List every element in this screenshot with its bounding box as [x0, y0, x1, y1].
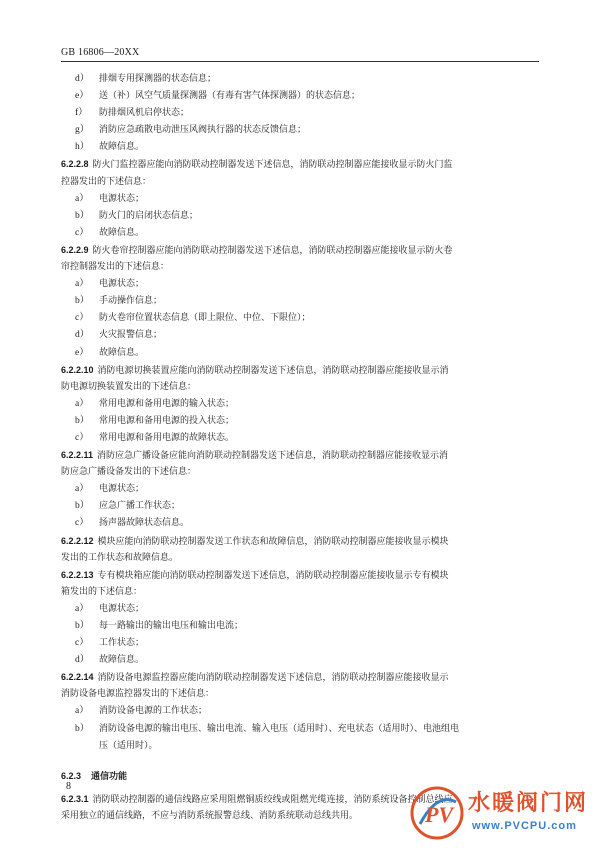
clause-number: 6.2.2.14 [61, 672, 94, 683]
list-item [61, 430, 539, 447]
clause-number: 6.2.2.13 [61, 569, 94, 580]
list-item-text: 电源状态； [99, 484, 145, 495]
list-item [61, 721, 539, 738]
clause-continuation: 发出的工作状态和故障信息。 [61, 552, 179, 563]
document-body [61, 71, 539, 825]
clause-continuation: 防电源切换装置发出的下述信息： [61, 381, 197, 392]
list-item-label: c） [75, 518, 89, 529]
list-item-label: a） [75, 193, 89, 204]
list-item-label: d） [75, 74, 90, 84]
list-item-label: c） [75, 313, 89, 324]
clause [61, 567, 539, 584]
list-item-label: b） [75, 415, 90, 426]
list-item [61, 481, 539, 498]
list-item-label: b） [75, 621, 90, 631]
clause-text: 消防联动控制器的通信线路应采用阻燃铜质绞线或阻燃光缆连接，消防系统设备控制总线应 [92, 794, 453, 805]
clause [61, 533, 539, 550]
list-item [61, 105, 539, 122]
clause-text: 消防电源切换装置应能向消防联动控制器发送下述信息，消防联动控制器应能接收显示消 [97, 365, 449, 376]
clause-text: 模块应能向消防联动控制器发送工作状态和故障信息，消防联动控制器应能接收显示模块 [97, 536, 449, 547]
clause-text: 防火门监控器应能向消防联动控制器发送下述信息，消防联动控制器应能接收显示防火门监 [92, 160, 453, 171]
list-item [61, 515, 539, 532]
clause [61, 669, 539, 686]
clause-text: 防火卷帘控制器应能向消防联动控制器发送下述信息，消防联动控制器应能接收显示防火卷 [92, 245, 453, 256]
list-item-label: a） [75, 603, 89, 614]
clause-text: 消防应急广播设备应能向消防联动控制器发送下述信息，消防联动控制器应能接收显示消 [97, 451, 449, 462]
list-item-text: 常用电源和备用电源的输入状态； [99, 398, 235, 409]
list-item-text: 防排烟风机启停状态； [99, 108, 190, 119]
list-item-label: d） [75, 330, 90, 341]
standard-code-header: GB 16806—20XX [61, 47, 140, 58]
clause-number: 6.2.2.8 [61, 159, 89, 170]
list-item-text: 电源状态； [99, 603, 145, 614]
list-item-text: 排烟专用探测器的状态信息； [99, 74, 217, 84]
list-item-label: e） [75, 347, 89, 358]
section-title: 通信功能 [91, 771, 128, 782]
list-item-text: 电源状态； [99, 279, 145, 290]
list-item [61, 652, 539, 669]
list-item [61, 327, 539, 344]
list-item [61, 635, 539, 652]
list-item-text: 送（补）风空气质量探测器（有毒有害气体探测器）的状态信息； [99, 91, 361, 102]
list-item-text: 防火门的启闭状态信息； [99, 210, 199, 221]
clause-continuation: 帘控制器发出的下述信息： [61, 262, 170, 273]
list-item-label: b） [75, 210, 90, 221]
clause-text: 专有模块箱应能向消防联动控制器发送下述信息，消防联动控制器应能接收显示专有模块 [97, 570, 449, 581]
list-item-continuation: 压（适用时）。 [99, 740, 158, 751]
clause-number: 6.2.2.9 [61, 244, 89, 255]
list-item-text: 消防应急疏散电动泄压风阀执行器的状态反馈信息； [99, 125, 307, 136]
list-item-text: 消防设备电源的输出电压、输出电流、输入电压（适用时）、充电状态（适用时）、电池组电 [99, 723, 460, 734]
list-item-label: b） [75, 723, 90, 734]
section-heading [61, 768, 539, 785]
svg-text:PV: PV [425, 802, 454, 827]
list-item [61, 345, 539, 362]
clause-continuation: 防应急广播设备发出的下述信息： [61, 467, 197, 478]
clause-text: 消防设备电源监控器应能向消防联动控制器发送下述信息，消防联动控制器应能接收显示 [97, 673, 449, 684]
list-item-label: a） [75, 706, 89, 717]
list-item-label: c） [75, 638, 89, 649]
list-item [61, 208, 539, 225]
list-item-text: 故障信息。 [99, 655, 145, 666]
clause-continuation: 箱发出的下述信息： [61, 586, 143, 597]
list-item-text: 故障信息。 [99, 227, 145, 238]
list-item [61, 413, 539, 430]
list-item-label: a） [75, 484, 89, 495]
list-item-label: e） [75, 91, 89, 102]
clause-continuation: 采用独立的通信线路，不应与消防系统报警总线、消防系统联动总线共用。 [61, 810, 359, 821]
clause [61, 242, 539, 259]
list-item-text: 火灾报警信息； [99, 330, 163, 341]
list-item-text: 消防设备电源的工作状态； [99, 706, 208, 717]
section-number: 6.2.3 [61, 770, 82, 781]
page-number: 8 [66, 781, 71, 792]
list-item-label: a） [75, 279, 89, 290]
list-item-label: d） [75, 655, 90, 666]
list-item [61, 618, 539, 635]
list-item [61, 71, 539, 88]
list-item [61, 498, 539, 515]
list-item-text: 扬声器故障状态信息。 [99, 518, 190, 529]
clause-number: 6.2.2.11 [61, 450, 94, 461]
pv-logo-icon [408, 784, 466, 842]
clause [61, 447, 539, 464]
list-item-label: a） [75, 398, 89, 409]
list-item-text: 电源状态； [99, 193, 145, 204]
list-item-label: g） [75, 125, 90, 136]
list-item [61, 225, 539, 242]
clause-continuation: 消防设备电源监控器发出的下述信息： [61, 689, 215, 700]
list-item-text: 常用电源和备用电源的故障状态。 [99, 432, 235, 443]
watermark [408, 784, 594, 842]
list-item [61, 276, 539, 293]
clause-number: 6.2.3.1 [61, 793, 89, 804]
list-item-text: 手动操作信息； [99, 296, 163, 307]
clause-continuation: 控器发出的下述信息： [61, 176, 152, 187]
header-divider [61, 61, 539, 62]
list-item-text: 故障信息。 [99, 142, 145, 153]
list-item-text: 防火卷帘位置状态信息（即上限位、中位、下限位）； [99, 313, 311, 324]
list-item [61, 396, 539, 413]
list-item [61, 139, 539, 156]
list-item [61, 88, 539, 105]
list-item-text: 每一路输出的输出电压和输出电流； [99, 621, 244, 631]
list-item-text: 工作状态； [99, 638, 145, 649]
section-spacer [61, 755, 539, 761]
clause-number: 6.2.2.10 [61, 364, 94, 375]
clause-number: 6.2.2.12 [61, 535, 94, 546]
list-item [61, 293, 539, 310]
list-item-label: c） [75, 432, 89, 443]
watermark-site-name: 水暖阀门网 [468, 791, 589, 816]
clause [61, 362, 539, 379]
list-item-text: 常用电源和备用电源的投入状态； [99, 415, 235, 426]
list-item-label: b） [75, 501, 90, 512]
list-item-text: 应急广播工作状态； [99, 501, 181, 512]
clause [61, 156, 539, 173]
list-item-text: 故障信息。 [99, 347, 145, 358]
watermark-url[interactable]: www.PVCPU.com [472, 820, 577, 832]
list-item-label: c） [75, 227, 89, 238]
list-item-label: h） [75, 142, 90, 153]
list-item-label: b） [75, 296, 90, 307]
list-item [61, 703, 539, 720]
list-item [61, 191, 539, 208]
list-item [61, 122, 539, 139]
list-item-label: f） [75, 108, 88, 119]
list-item [61, 601, 539, 618]
list-item [61, 310, 539, 327]
